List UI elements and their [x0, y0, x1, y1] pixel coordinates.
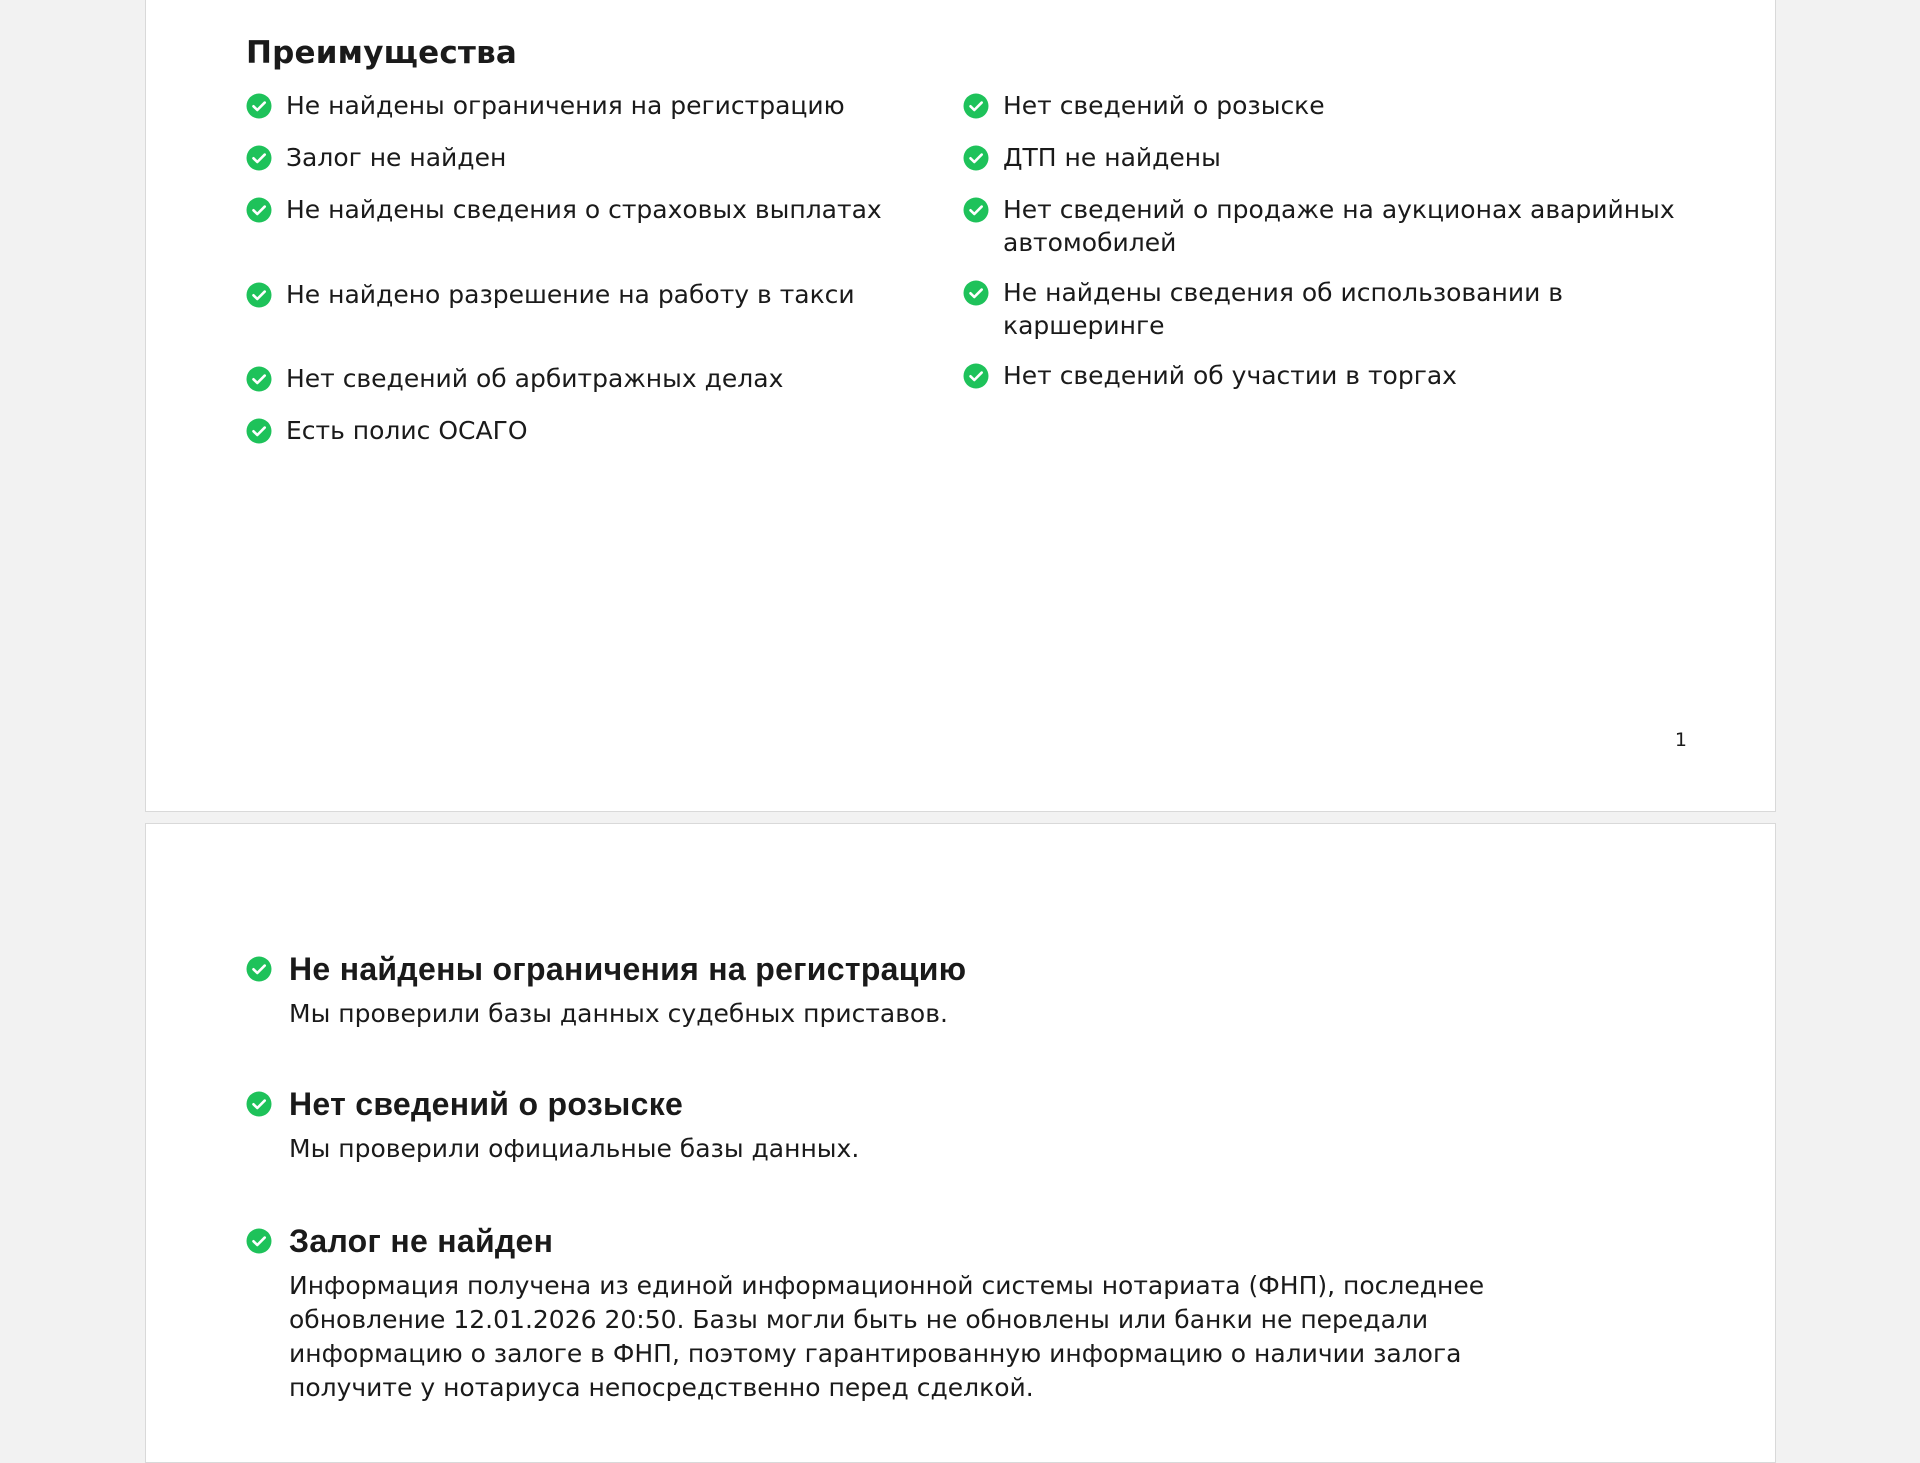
check-circle-icon [246, 418, 272, 444]
check-circle-icon [246, 366, 272, 392]
advantage-item [963, 193, 1683, 259]
advantage-label: Нет сведений о продаже на аукционах аварийных автомобилей [1003, 195, 1675, 257]
advantage-item [246, 141, 936, 174]
check-circle-icon [963, 280, 989, 306]
advantage-item [246, 278, 936, 311]
advantage-item [963, 141, 1683, 174]
check-circle-icon [246, 197, 272, 223]
advantage-item [246, 89, 936, 122]
check-circle-icon [246, 1091, 272, 1117]
advantage-label: Есть полис ОСАГО [286, 416, 528, 445]
detail-section [246, 947, 1689, 1031]
detail-title: Нет сведений о розыске [289, 1086, 684, 1122]
check-circle-icon [246, 93, 272, 119]
advantage-label: Не найдены сведения о страховых выплатах [286, 195, 882, 224]
advantage-label: Нет сведений о розыске [1003, 91, 1325, 120]
advantage-label: Не найдено разрешение на работу в такси [286, 280, 855, 309]
advantage-item [246, 193, 936, 226]
advantage-label: Не найдены ограничения на регистрацию [286, 91, 845, 120]
check-circle-icon [246, 1228, 272, 1254]
advantage-label: Нет сведений об участии в торгах [1003, 361, 1457, 390]
advantage-item [963, 276, 1563, 342]
check-circle-icon [246, 282, 272, 308]
detail-text: Мы проверили официальные базы данных. [289, 1134, 860, 1163]
advantage-item [246, 414, 936, 447]
detail-text: Информация получена из единой информационной системы нотариата (ФНП), последнее обновление 12.01.2026 20:50. Базы могли быть не обновлены или банки не передали информацию о залоге в ФНП, поэтому гарантированную информацию о наличии залога получите у нотариуса непосредственно перед сделкой. [289, 1271, 1485, 1402]
detail-title: Не найдены ограничения на регистрацию [289, 951, 967, 987]
advantage-item [246, 362, 936, 395]
check-circle-icon [963, 145, 989, 171]
advantages-list-left [246, 89, 936, 466]
detail-title: Залог не найден [289, 1223, 554, 1259]
advantage-item [963, 89, 1683, 122]
check-circle-icon [246, 956, 272, 982]
check-circle-icon [963, 197, 989, 223]
page-number: 1 [1674, 729, 1687, 751]
check-circle-icon [246, 145, 272, 171]
report-page-2 [145, 823, 1776, 1463]
report-page-1 [145, 0, 1776, 812]
advantage-item [963, 359, 1683, 392]
advantage-label: Не найдены сведения об использовании в каршеринге [1003, 278, 1564, 340]
advantages-title: Преимущества [246, 35, 518, 71]
advantage-label: ДТП не найдены [1003, 143, 1221, 172]
advantage-label: Залог не найден [286, 143, 507, 172]
advantages-list-right [963, 89, 1683, 411]
detail-section [246, 1082, 1689, 1166]
check-circle-icon [963, 93, 989, 119]
detail-section [246, 1219, 1689, 1405]
check-circle-icon [963, 363, 989, 389]
advantage-label: Нет сведений об арбитражных делах [286, 364, 784, 393]
detail-text: Мы проверили базы данных судебных приставов. [289, 999, 948, 1028]
